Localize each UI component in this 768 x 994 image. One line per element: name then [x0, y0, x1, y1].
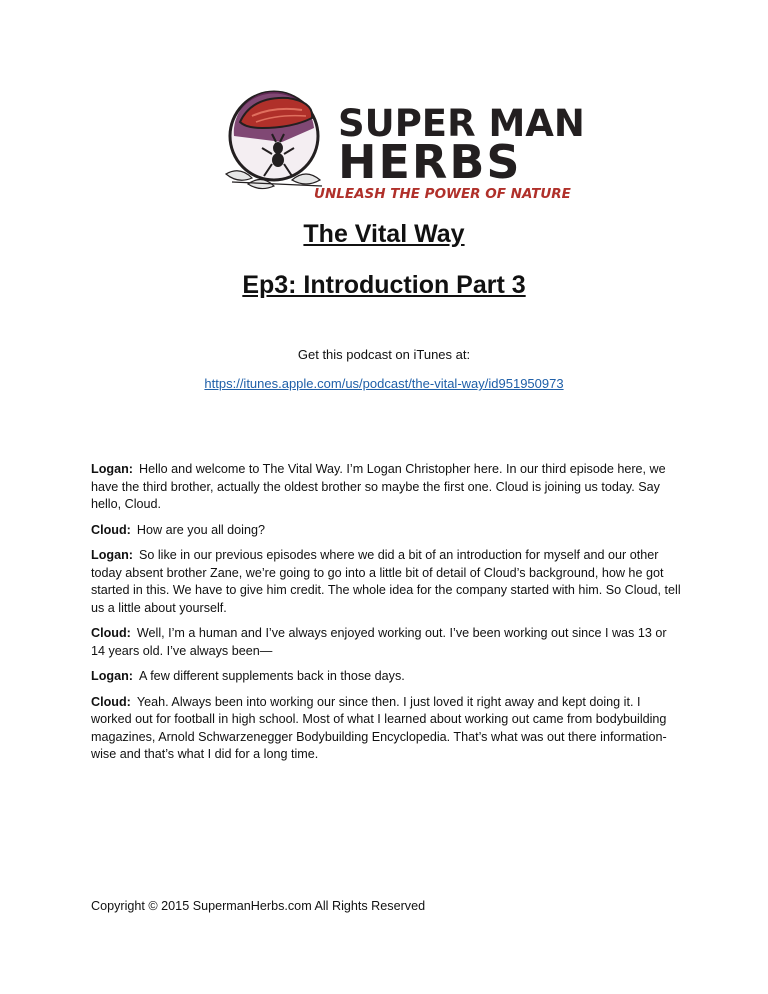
- speech-text: Hello and welcome to The Vital Way. I’m Logan Christopher here. In our third episode here, we have the third brother, actually the oldest brother so maybe the first one. Cloud is joining us today. Say hello, Cloud.: [91, 462, 666, 511]
- speaker-name: Logan:: [91, 548, 133, 562]
- logo-tagline: UNLEASH THE POWER OF NATURE: [314, 186, 571, 202]
- transcript-paragraph: [91, 461, 681, 514]
- logo-line1: SUPER MAN: [338, 102, 585, 145]
- itunes-link[interactable]: https://itunes.apple.com/us/podcast/the-vital-way/id951950973: [204, 376, 564, 391]
- speaker-name: Cloud:: [91, 694, 131, 709]
- itunes-prompt: Get this podcast on iTunes at:: [297, 347, 471, 362]
- speaker-name: Logan:: [91, 669, 133, 683]
- speaker-name: Cloud:: [91, 522, 131, 537]
- transcript-paragraph: [91, 547, 681, 617]
- speaker-name: Cloud:: [91, 626, 131, 640]
- episode-title: Ep3: Introduction Part 3: [242, 271, 526, 299]
- logo-graphic: [222, 88, 585, 208]
- superman-herbs-logo: [222, 88, 585, 208]
- document-title: The Vital Way: [303, 220, 465, 248]
- logo-line2: HERBS: [338, 135, 522, 189]
- copyright-footer: Copyright © 2015 SupermanHerbs.com All Rights Reserved: [91, 899, 426, 913]
- transcript-paragraph: [91, 694, 681, 764]
- transcript: [91, 461, 681, 772]
- speech-text: So like in our previous episodes where we did a bit of an introduction for myself and our other today absent brother Zane, we’re going to go into a little bit of detail of Cloud’s background, how he got started in this. We have to give him credit. The whole idea for the company started with him. So Cloud, tell us a little about yourself.: [91, 548, 681, 615]
- speech-text: How are you all doing?: [136, 522, 265, 537]
- transcript-paragraph: [91, 522, 681, 540]
- speech-text: Yeah. Always been into working our since then. I just loved it right away and kept doing it. I worked out for football in high school. Most of what I learned about working out came from bodybuilding magazines, Arnold Schwarzenegger Bodybuilding Encyclopedia. That’s what was out there information-wise and that’s what I did for a long time.: [91, 694, 667, 761]
- speech-text: Well, I’m a human and I’ve always enjoyed working out. I’ve been working out since I was 13 or 14 years old. I’ve always been—: [91, 626, 667, 658]
- transcript-paragraph: [91, 668, 681, 686]
- speech-text: A few different supplements back in those days.: [138, 669, 405, 683]
- speaker-name: Logan:: [91, 462, 133, 476]
- transcript-paragraph: [91, 625, 681, 660]
